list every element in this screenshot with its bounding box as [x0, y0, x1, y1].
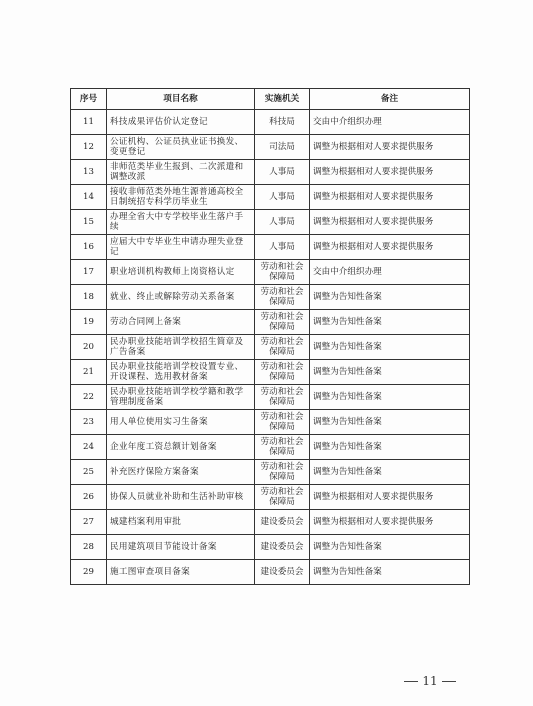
- row-item-name: 公证机构、公证员执业证书换发、变更登记: [107, 135, 255, 160]
- row-agency: 劳动和社会保障局: [255, 360, 310, 385]
- row-agency: 人事局: [255, 185, 310, 210]
- row-number: 28: [71, 535, 107, 560]
- row-item-name: 接收非师范类外地生源普通高校全日制统招专科学历毕业生: [107, 185, 255, 210]
- page-number: [398, 674, 462, 688]
- row-number: 11: [71, 110, 107, 135]
- row-number: 17: [71, 260, 107, 285]
- row-item-name: 民办职业技能培训学校设置专业、开设课程、选用教材备案: [107, 360, 255, 385]
- row-number: 26: [71, 485, 107, 510]
- row-item-name: 职业培训机构教师上岗资格认定: [107, 260, 255, 285]
- row-number: 13: [71, 160, 107, 185]
- row-item-name: 劳动合同网上备案: [107, 310, 255, 335]
- row-agency: 劳动和社会保障局: [255, 310, 310, 335]
- row-item-name: 民办职业技能培训学校学籍和教学管理制度备案: [107, 385, 255, 410]
- row-item-name: 补充医疗保险方案备案: [107, 460, 255, 485]
- table-row: [71, 310, 470, 335]
- row-number: 23: [71, 410, 107, 435]
- row-remark: 调整为告知性备案: [310, 560, 470, 585]
- table-row: [71, 285, 470, 310]
- row-item-name: 企业年度工资总额计划备案: [107, 435, 255, 460]
- table-row: [71, 335, 470, 360]
- row-agency: 劳动和社会保障局: [255, 385, 310, 410]
- row-number: 27: [71, 510, 107, 535]
- table-row: [71, 185, 470, 210]
- row-remark: 调整为根据相对人要求提供服务: [310, 485, 470, 510]
- row-agency: 劳动和社会保障局: [255, 335, 310, 360]
- row-item-name: 科技成果评估价认定登记: [107, 110, 255, 135]
- row-agency: 劳动和社会保障局: [255, 260, 310, 285]
- row-agency: 劳动和社会保障局: [255, 410, 310, 435]
- dash-left: [404, 681, 418, 682]
- table-row: [71, 135, 470, 160]
- row-agency: 劳动和社会保障局: [255, 435, 310, 460]
- row-remark: 调整为告知性备案: [310, 285, 470, 310]
- row-number: 18: [71, 285, 107, 310]
- row-agency: 建设委员会: [255, 535, 310, 560]
- row-number: 22: [71, 385, 107, 410]
- header-org: 实施机关: [255, 89, 310, 110]
- row-agency: 建设委员会: [255, 560, 310, 585]
- row-item-name: 民用建筑项目节能设计备案: [107, 535, 255, 560]
- table-row: [71, 160, 470, 185]
- table-row: [71, 110, 470, 135]
- table-row: [71, 560, 470, 585]
- row-agency: 人事局: [255, 235, 310, 260]
- row-remark: 调整为告知性备案: [310, 385, 470, 410]
- row-item-name: 就业、终止或解除劳动关系备案: [107, 285, 255, 310]
- row-number: 15: [71, 210, 107, 235]
- row-agency: 司法局: [255, 135, 310, 160]
- row-remark: 调整为根据相对人要求提供服务: [310, 510, 470, 535]
- table-row: [71, 260, 470, 285]
- table-body: [71, 110, 470, 585]
- table-row: [71, 210, 470, 235]
- table-row: [71, 485, 470, 510]
- dash-right: [442, 681, 456, 682]
- row-agency: 人事局: [255, 210, 310, 235]
- row-number: 16: [71, 235, 107, 260]
- row-item-name: 城建档案利用审批: [107, 510, 255, 535]
- row-remark: 调整为根据相对人要求提供服务: [310, 235, 470, 260]
- header-no: 序号: [71, 89, 107, 110]
- table-row: [71, 410, 470, 435]
- row-remark: 调整为根据相对人要求提供服务: [310, 185, 470, 210]
- row-remark: 调整为根据相对人要求提供服务: [310, 160, 470, 185]
- row-remark: 调整为告知性备案: [310, 310, 470, 335]
- row-number: 21: [71, 360, 107, 385]
- row-remark: 调整为告知性备案: [310, 535, 470, 560]
- row-remark: 调整为告知性备案: [310, 335, 470, 360]
- table-row: [71, 510, 470, 535]
- row-number: 24: [71, 435, 107, 460]
- table-row: [71, 385, 470, 410]
- row-item-name: 非师范类毕业生报到、二次派遣和调整改派: [107, 160, 255, 185]
- row-item-name: 民办职业技能培训学校招生简章及广告备案: [107, 335, 255, 360]
- table-row: [71, 435, 470, 460]
- header-note: 备注: [310, 89, 470, 110]
- row-agency: 劳动和社会保障局: [255, 285, 310, 310]
- row-item-name: 用人单位使用实习生备案: [107, 410, 255, 435]
- table-row: [71, 460, 470, 485]
- row-remark: 交由中介组织办理: [310, 260, 470, 285]
- page-number-text: 11: [422, 674, 438, 688]
- table-header-row: [71, 89, 470, 110]
- row-number: 19: [71, 310, 107, 335]
- row-number: 20: [71, 335, 107, 360]
- row-item-name: 协保人员就业补助和生活补助审核: [107, 485, 255, 510]
- table-row: [71, 535, 470, 560]
- row-number: 29: [71, 560, 107, 585]
- items-table: [70, 88, 470, 585]
- row-item-name: 应届大中专毕业生申请办理失业登记: [107, 235, 255, 260]
- row-remark: 交由中介组织办理: [310, 110, 470, 135]
- row-agency: 科技局: [255, 110, 310, 135]
- row-number: 14: [71, 185, 107, 210]
- row-agency: 建设委员会: [255, 510, 310, 535]
- row-number: 12: [71, 135, 107, 160]
- row-remark: 调整为告知性备案: [310, 410, 470, 435]
- table-row: [71, 360, 470, 385]
- row-agency: 人事局: [255, 160, 310, 185]
- row-remark: 调整为告知性备案: [310, 360, 470, 385]
- row-number: 25: [71, 460, 107, 485]
- header-name: 项目名称: [107, 89, 255, 110]
- table-row: [71, 235, 470, 260]
- row-remark: 调整为告知性备案: [310, 435, 470, 460]
- row-agency: 劳动和社会保障局: [255, 460, 310, 485]
- row-item-name: 办理全省大中专学校毕业生落户手续: [107, 210, 255, 235]
- row-agency: 劳动和社会保障局: [255, 485, 310, 510]
- row-remark: 调整为根据相对人要求提供服务: [310, 135, 470, 160]
- row-remark: 调整为根据相对人要求提供服务: [310, 210, 470, 235]
- row-item-name: 施工图审查项目备案: [107, 560, 255, 585]
- row-remark: 调整为告知性备案: [310, 460, 470, 485]
